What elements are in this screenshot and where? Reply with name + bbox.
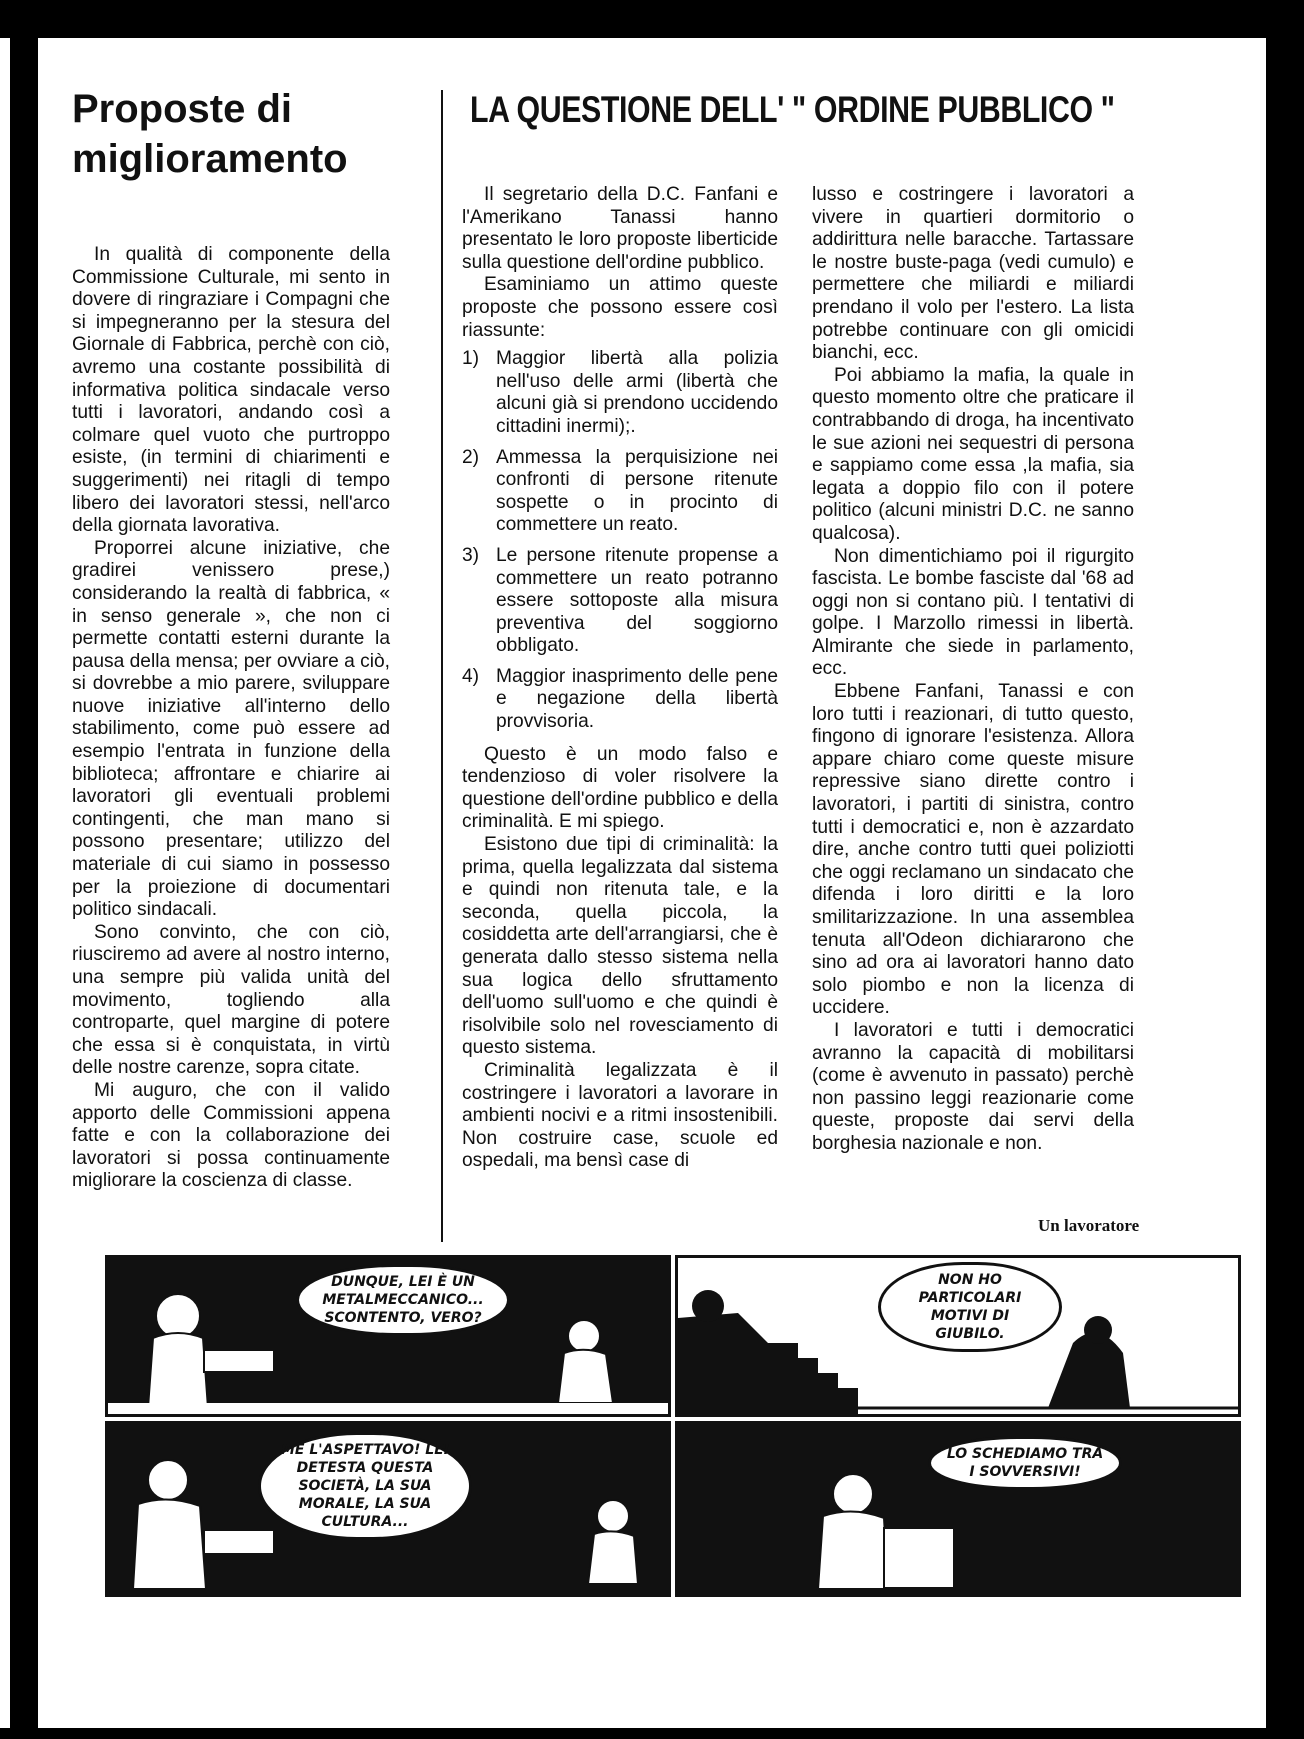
paragraph: Ebbene Fanfani, Tanassi e con loro tutti i reazionari, di tutto questo, fingono di ignorare l'esistenza. Allora appare chiaro come queste misure repressive siano dirette contro i lavoratori, i partiti di sinistra, contro tutti i democratici e, non è azzardato dire, anche contro tutti quei poliziotti che oggi reclamano un sindacato che difenda i loro diritti e la loro smilitarizzazione. In una assemblea tenuta all'Odeon dichiararono che sino ad ora ai lavoratori hanno dato solo piombo e non la licenza di uccidere.	[812, 681, 1134, 1019]
magazine-page	[38, 38, 1266, 1728]
right-article-column-2	[812, 184, 1134, 1156]
panel-1-drawing	[108, 1258, 668, 1414]
proposal-text: Maggior inasprimento delle pene e negazione della libertà provvisoria.	[496, 665, 778, 733]
proposals-list	[462, 348, 778, 734]
paragraph: Sono convinto, che con ciò, riusciremo ad avere al nostro interno, una sempre più valida unità del movimento, togliendo alla controparte, quel margine di potere che essa si è conquistata, in virtù delle nostre carenze, sopra citate.	[72, 921, 390, 1079]
proposal-number: 1)	[462, 348, 480, 370]
signature: Un lavoratore	[1038, 1216, 1140, 1235]
right-article-column-1	[462, 184, 778, 1173]
panel-2-drawing	[678, 1258, 1238, 1414]
paragraph: Questo è un modo falso e tendenzioso di voler risolvere la questione dell'ordine pubblico e della criminalità. E mi spiego.	[462, 743, 778, 833]
column-divider	[441, 90, 443, 1242]
panel-3-drawing	[108, 1424, 668, 1594]
proposal-text: Ammessa la perquisizione nei confronti di persone ritenute sospette o in procinto di commettere un reato.	[496, 446, 778, 536]
adjacent-page-edge	[0, 38, 10, 1728]
proposal-number: 4)	[462, 665, 480, 687]
proposal-item	[462, 447, 778, 537]
speech-bubble: NON HO PARTICOLARI MOTIVI DI GIUBILO.	[878, 1262, 1062, 1352]
comic-panel-2	[675, 1255, 1241, 1417]
paragraph: Mi auguro, che con il valido apporto delle Commissioni appena fatte e con la collaborazione dei lavoratori si possa continuamente migliorare la coscienza di classe.	[72, 1079, 390, 1192]
comic-panel-3	[105, 1421, 671, 1597]
paragraph: In qualità di componente della Commissione Culturale, mi sento in dovere di ringraziare i Compagni che si impegneranno per la stesura del Giornale di Fabbrica, perchè con ciò, avremo una costante possibilità di informativa politica sindacale verso tutti i lavoratori, andando così a colmare quel vuoto che purtroppo esiste, (in termini di chiarimenti e suggerimenti) nei ritagli di tempo libero dei lavoratori stessi, nell'arco della giornata lavorativa.	[72, 244, 390, 537]
proposal-number: 3)	[462, 544, 480, 566]
left-article-body	[72, 244, 390, 1193]
paragraph: Proporrei alcune iniziative, che gradirei venissero prese,) considerando la realtà di fabbrica, « in senso generale », che non ci permette contatti esterni durante la pausa della mensa; per ovviare a ciò, si dovrebbe a mio parere, sviluppare nuove iniziative all'interno dello stabilimento, come può essere ad esempio l'entrata in funzione della biblioteca; affrontare e chiarire ai lavoratori gli eventuali problemi contingenti, che man mano si possono presentare; utilizzo del materiale di cui siamo in possesso per la proiezione di documentari politico sindacali.	[72, 537, 390, 921]
proposal-text: Maggior libertà alla polizia nell'uso delle armi (libertà che alcuni già si prendono uccidendo cittadini inermi);.	[496, 348, 778, 437]
comic-panel-4	[675, 1421, 1241, 1597]
paragraph: Esistono due tipi di criminalità: la prima, quella legalizzata dal sistema e quindi non ritenuta tale, e la seconda, quella piccola, la cosiddetta arte dell'arrangiarsi, che è generata dallo stesso sistema nella sua logica dello sfruttamento dell'uomo sull'uomo e che quindi è risolvibile solo nel rovesciamento di questo sistema.	[462, 834, 778, 1059]
proposal-item	[462, 348, 778, 438]
proposal-item	[462, 666, 778, 734]
paragraph: Poi abbiamo la mafia, la quale in questo momento oltre che praticare il contrabbando di droga, ha incentivato le sue azioni nei sequestri di persona e sappiamo come essa ,la mafia, sia legata a doppio filo con il potere politico (alcuni ministri D.C. ne sanno qualcosa).	[812, 364, 1134, 544]
paragraph: Esaminiamo un attimo queste proposte che possono essere così riassunte:	[462, 274, 778, 341]
proposal-text: Le persone ritenute propense a commettere un reato potranno essere sottoposte alla misura preventiva del soggiorno obbligato.	[496, 544, 778, 657]
comic-panel-1	[105, 1255, 671, 1417]
paragraph: Non dimentichiamo poi il rigurgito fascista. Le bombe fasciste dal '68 ad oggi non si contano più. I tentativi di golpe. I Marzollo rimessi in libertà. Almirante che siede in parlamento, ecc.	[812, 545, 1134, 680]
proposal-number: 2)	[462, 446, 480, 468]
right-article-title: LA QUESTIONE DELL' " ORDINE PUBBLICO "	[470, 89, 1115, 130]
paragraph: lusso e costringere i lavoratori a vivere in quartieri dormitorio o addirittura nelle baracche. Tartassare le nostre buste-paga (vedi cumulo) e permettere che miliardi e miliardi prendano il volo per l'estero. La lista potrebbe continuare con gli omicidi bianchi, ecc.	[812, 184, 1134, 364]
left-article-title: Proposte di miglioramento	[72, 87, 348, 181]
panel-4-drawing	[678, 1424, 1238, 1594]
paragraph: Il segretario della D.C. Fanfani e l'Amerikano Tanassi hanno presentato le loro proposte liberticide sulla questione dell'ordine pubblico.	[462, 184, 778, 273]
speech-bubble: DUNQUE, LEI È UN METALMECCANICO... SCONTENTO, VERO?	[296, 1264, 510, 1336]
speech-bubble: ME L'ASPETTAVO! LEI DETESTA QUESTA SOCIETÀ, LA SUA MORALE, LA SUA CULTURA...	[258, 1432, 472, 1540]
proposal-item	[462, 545, 778, 658]
paragraph: Criminalità legalizzata è il costringere i lavoratori a lavorare in ambienti nocivi e a ritmi insostenibili. Non costruire case, scuole ed ospedali, ma bensì case di	[462, 1059, 778, 1172]
speech-bubble: LO SCHEDIAMO TRA I SOVVERSIVI!	[928, 1436, 1122, 1490]
paragraph: I lavoratori e tutti i democratici avranno la capacità di mobilitarsi (come è avvenuto in passato) perchè non passino leggi reazionarie come queste, proposte dai servi della borghesia nazionale e non.	[812, 1019, 1134, 1154]
